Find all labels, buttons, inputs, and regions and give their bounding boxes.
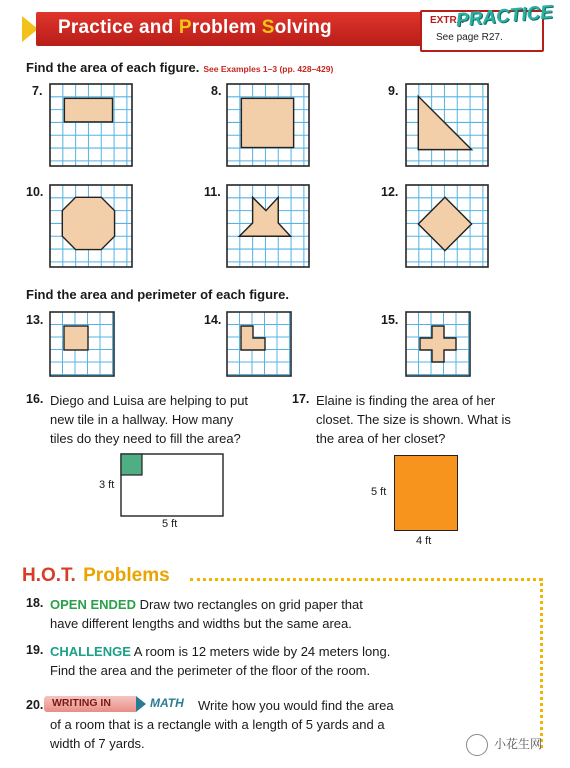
problem-12-grid xyxy=(406,185,488,267)
figure-square xyxy=(241,98,293,147)
tile-square xyxy=(121,454,142,475)
hallway-bottom-label: 5 ft xyxy=(162,518,178,530)
figure-diamond xyxy=(418,197,471,250)
see-page-label: See page R27. xyxy=(436,32,503,43)
problem-19-text: CHALLENGE A room is 12 meters wide by 24 meters long. Find the area and the perimeter of the floor of the room. xyxy=(50,644,391,678)
figure-bow-shape xyxy=(239,197,290,236)
problem-20-line2: of a room that is a rectangle with a length of 5 yards and a xyxy=(50,717,385,732)
problem-15-number: 15. xyxy=(381,313,399,327)
section2-heading: Find the area and perimeter of each figure. xyxy=(26,287,289,302)
dotted-divider xyxy=(190,578,542,581)
problem-10-grid xyxy=(50,185,132,267)
problem-7-number: 7. xyxy=(32,84,43,98)
problem-18-number: 18. xyxy=(26,596,44,610)
dotted-divider-vertical xyxy=(540,578,543,748)
figure-small-square xyxy=(64,326,88,350)
section-banner xyxy=(36,12,434,46)
problem-16-number: 16. xyxy=(26,392,44,406)
problem-7-grid xyxy=(50,84,132,166)
problem-10-number: 10. xyxy=(26,185,44,199)
problem-13-number: 13. xyxy=(26,313,44,327)
problem-14-number: 14. xyxy=(204,313,222,327)
extra-practice-box xyxy=(420,1,554,52)
figure-octagon xyxy=(62,197,114,249)
open-ended-label: OPEN ENDED xyxy=(50,597,136,612)
problem-17-text: Elaine is finding the area of her closet. The size is shown. What is the area of her closet? xyxy=(316,393,511,446)
closet-side-label: 5 ft xyxy=(371,486,387,498)
problem-8-grid xyxy=(227,84,309,166)
watermark-logo-icon xyxy=(466,734,488,756)
problem-9-grid xyxy=(406,84,488,166)
problem-13-grid xyxy=(50,312,114,376)
problem-12-number: 12. xyxy=(381,185,399,199)
hallway-diagram xyxy=(120,453,224,517)
problem-19-number: 19. xyxy=(26,643,44,657)
closet-rectangle xyxy=(394,455,458,531)
see-examples-ref: See Examples 1–3 (pp. 428–429) xyxy=(203,64,334,74)
practice-label: PRACTICE xyxy=(455,1,554,32)
hot-problems-title: H.O.T. Problems xyxy=(22,565,170,586)
problem-18-text: OPEN ENDED Draw two rectangles on grid paper that have different lengths and widths but the same area. xyxy=(50,597,363,631)
writing-in-label: WRITING IN xyxy=(52,697,111,709)
problem-11-grid xyxy=(227,185,309,267)
banner-title: Practice and Problem Solving xyxy=(58,17,332,38)
section1-heading: Find the area of each figure. See Examples 1–3 (pp. 428–429) xyxy=(26,60,334,75)
problem-17-number: 17. xyxy=(292,392,310,406)
math-label: MATH xyxy=(150,696,184,710)
problem-15-grid xyxy=(406,312,470,376)
figure-triangle xyxy=(418,96,471,149)
problem-20-line1: Write how you would find the area xyxy=(198,698,394,713)
pencil-tip-icon xyxy=(136,696,146,712)
hallway-side-label: 3 ft xyxy=(99,479,115,491)
figure-plus-shape xyxy=(420,326,456,362)
extra-label: EXTRA xyxy=(430,15,464,26)
figure-l-shape xyxy=(241,326,265,350)
closet-bottom-label: 4 ft xyxy=(416,535,432,547)
problem-14-grid xyxy=(227,312,291,376)
problem-16-text: Diego and Luisa are helping to put new tile in a hallway. How many tiles do they need to fill the area? xyxy=(50,393,249,446)
problem-9-number: 9. xyxy=(388,84,399,98)
challenge-label: CHALLENGE xyxy=(50,644,131,659)
problem-20-number: 20. xyxy=(26,698,44,712)
problem-11-number: 11. xyxy=(204,185,221,199)
figure-rectangle xyxy=(64,98,112,122)
problem-20-line3: width of 7 yards. xyxy=(50,736,145,751)
watermark-text: 小花生网 xyxy=(494,737,543,751)
problem-8-number: 8. xyxy=(211,84,222,98)
